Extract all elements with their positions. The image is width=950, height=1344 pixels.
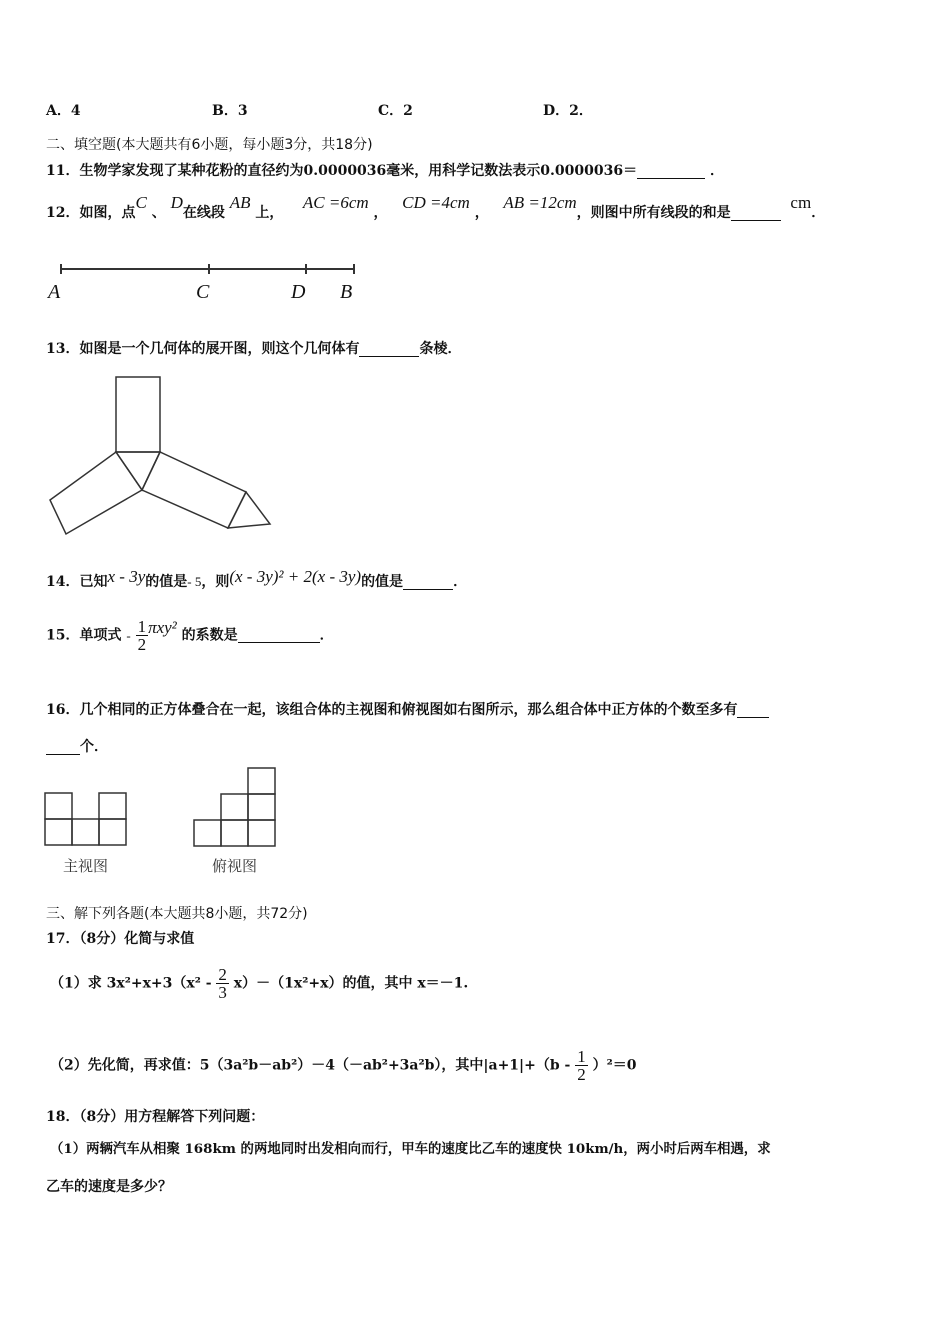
option-c: C．2 (378, 103, 413, 119)
net-left-rect (50, 452, 142, 534)
q12-point-d: D (170, 193, 183, 212)
q13-blank (359, 342, 419, 357)
q15-dot: ． (319, 627, 334, 644)
q17-p1-num: 2 (218, 965, 227, 984)
q12-comma2: ， (474, 205, 489, 221)
q11-blank (637, 164, 705, 179)
q15-mid: 的系数是 (181, 627, 238, 644)
q17-p2-num: 1 (577, 1047, 586, 1066)
question-15 (46, 618, 334, 653)
label-c: C (196, 281, 210, 303)
q17-p1-suffix: x）－（1x²+x）的值，其中 x＝－1. (233, 975, 469, 992)
top-cell (221, 794, 248, 820)
label-a: A (48, 281, 61, 303)
q14-then: ，则 (201, 574, 230, 590)
q14-value: - 5 (187, 574, 202, 589)
q12-ab-value: AB =12cm (503, 193, 577, 212)
top-cell (248, 768, 275, 794)
q14-mid: 的值是 (145, 574, 188, 590)
question-12 (46, 193, 826, 221)
q17-p2-fraction (575, 1048, 588, 1083)
label-b: B (340, 281, 353, 303)
q12-unit: cm (790, 193, 812, 212)
question-14 (46, 567, 468, 590)
q12-on: 上， (255, 205, 284, 221)
q16-tail: 个． (80, 739, 108, 755)
front-cell (45, 819, 72, 845)
net-figure (44, 372, 284, 542)
q14-prefix: 14．已知 (46, 574, 108, 590)
q15-prefix: 15．单项式 (46, 627, 122, 644)
section2-title: 二、填空题(本大题共有6小题，每小题3分，共18分) (46, 137, 373, 153)
q12-ask: ，则图中所有线段的和是 (576, 205, 731, 221)
label-d: D (291, 281, 306, 303)
question-11 (46, 164, 724, 179)
q12-blank (731, 206, 781, 221)
q12-sep: 、 (151, 205, 166, 221)
q14-blank (403, 575, 453, 590)
q18-part1-line2: 乙车的速度是多少？ (46, 1179, 172, 1195)
q15-blank (238, 628, 320, 643)
q15-monomial: πxy² (148, 618, 177, 637)
front-cell (99, 819, 126, 845)
q17-p1-den: 3 (218, 983, 227, 1002)
q16-blank-a (737, 703, 769, 718)
top-cell (194, 820, 221, 846)
section3-title: 三、解下列各题(本大题共8小题，共72分) (46, 906, 308, 922)
net-top-rect (116, 377, 160, 452)
q12-ac: AC =6cm (302, 193, 369, 212)
q12-cd: CD =4cm (402, 193, 470, 212)
front-view-label: 主视图 (63, 857, 109, 875)
front-view (44, 790, 134, 850)
option-d: D．2． (543, 103, 593, 119)
top-view-label: 俯视图 (212, 857, 258, 875)
q18-title: 18．（8分）用方程解答下列问题： (46, 1109, 265, 1125)
front-cell (45, 793, 72, 819)
q11-tail: ． (709, 163, 724, 179)
q15-num: 1 (137, 617, 147, 636)
top-cell (248, 820, 275, 846)
q12-dot: ． (811, 205, 826, 221)
top-cell (221, 820, 248, 846)
q17-p2-suffix: ）²＝0 (592, 1057, 637, 1074)
net-end-triangle (228, 492, 270, 528)
question-13 (46, 342, 461, 357)
q17-p2-prefix: （2）先化简，再求值：5（3a²b－ab²）－4（－ab²+3a²b），其中|a+1|+（b - (50, 1057, 571, 1074)
segment-figure (44, 258, 374, 306)
q16-blank-b (46, 740, 80, 755)
q17-p2-den: 2 (577, 1065, 586, 1084)
q14-expr1: x - 3y (107, 567, 146, 586)
question-16 (46, 703, 769, 718)
q17-part2 (50, 1048, 636, 1083)
q14-dot: ． (453, 574, 468, 590)
front-cell (72, 819, 99, 845)
q15-fraction (136, 618, 149, 653)
front-cell (99, 793, 126, 819)
q14-tail: 的值是 (361, 574, 404, 590)
q18-part1-line1: （1）两辆汽车从相聚 168km 的两地同时出发相向而行，甲车的速度比乙车的速度快 10km/h，两小时后两车相遇，求 (50, 1141, 771, 1157)
q13-text: 13．如图是一个几何体的展开图，则这个几何体有 (46, 341, 360, 357)
q17-part1 (50, 966, 468, 1001)
q11-text: 11．生物学家发现了某种花粉的直径约为0.0000036毫米，用科学记数法表示0.0000036＝ (46, 163, 638, 179)
q12-mid: 在线段 (182, 205, 225, 221)
q16-text: 16．几个相同的正方体叠合在一起，该组合体的主视图和俯视图如右图所示，那么组合体中正方体的个数至多有 (46, 702, 738, 718)
q15-den: 2 (137, 635, 147, 654)
q12-segment-ab: AB (229, 193, 251, 212)
option-b: B．3 (212, 103, 248, 119)
q13-tail: 条棱． (419, 341, 462, 357)
top-view (190, 765, 280, 850)
q17-p1-fraction (216, 966, 229, 1001)
top-cell (248, 794, 275, 820)
option-a: A．4 (46, 103, 81, 119)
question-16-cont (46, 740, 108, 755)
q15-neg: - (126, 628, 131, 643)
q12-prefix: 12．如图，点 (46, 205, 136, 221)
q12-point-c: C (135, 193, 147, 212)
q14-expr2: (x - 3y)² + 2(x - 3y) (229, 567, 362, 586)
net-right-rect (142, 452, 246, 528)
q17-p1-prefix: （1）求 3x²+x+3（x² - (50, 975, 212, 992)
q12-comma1: ， (373, 205, 388, 221)
q17-title: 17．（8分）化简与求值 (46, 931, 195, 947)
